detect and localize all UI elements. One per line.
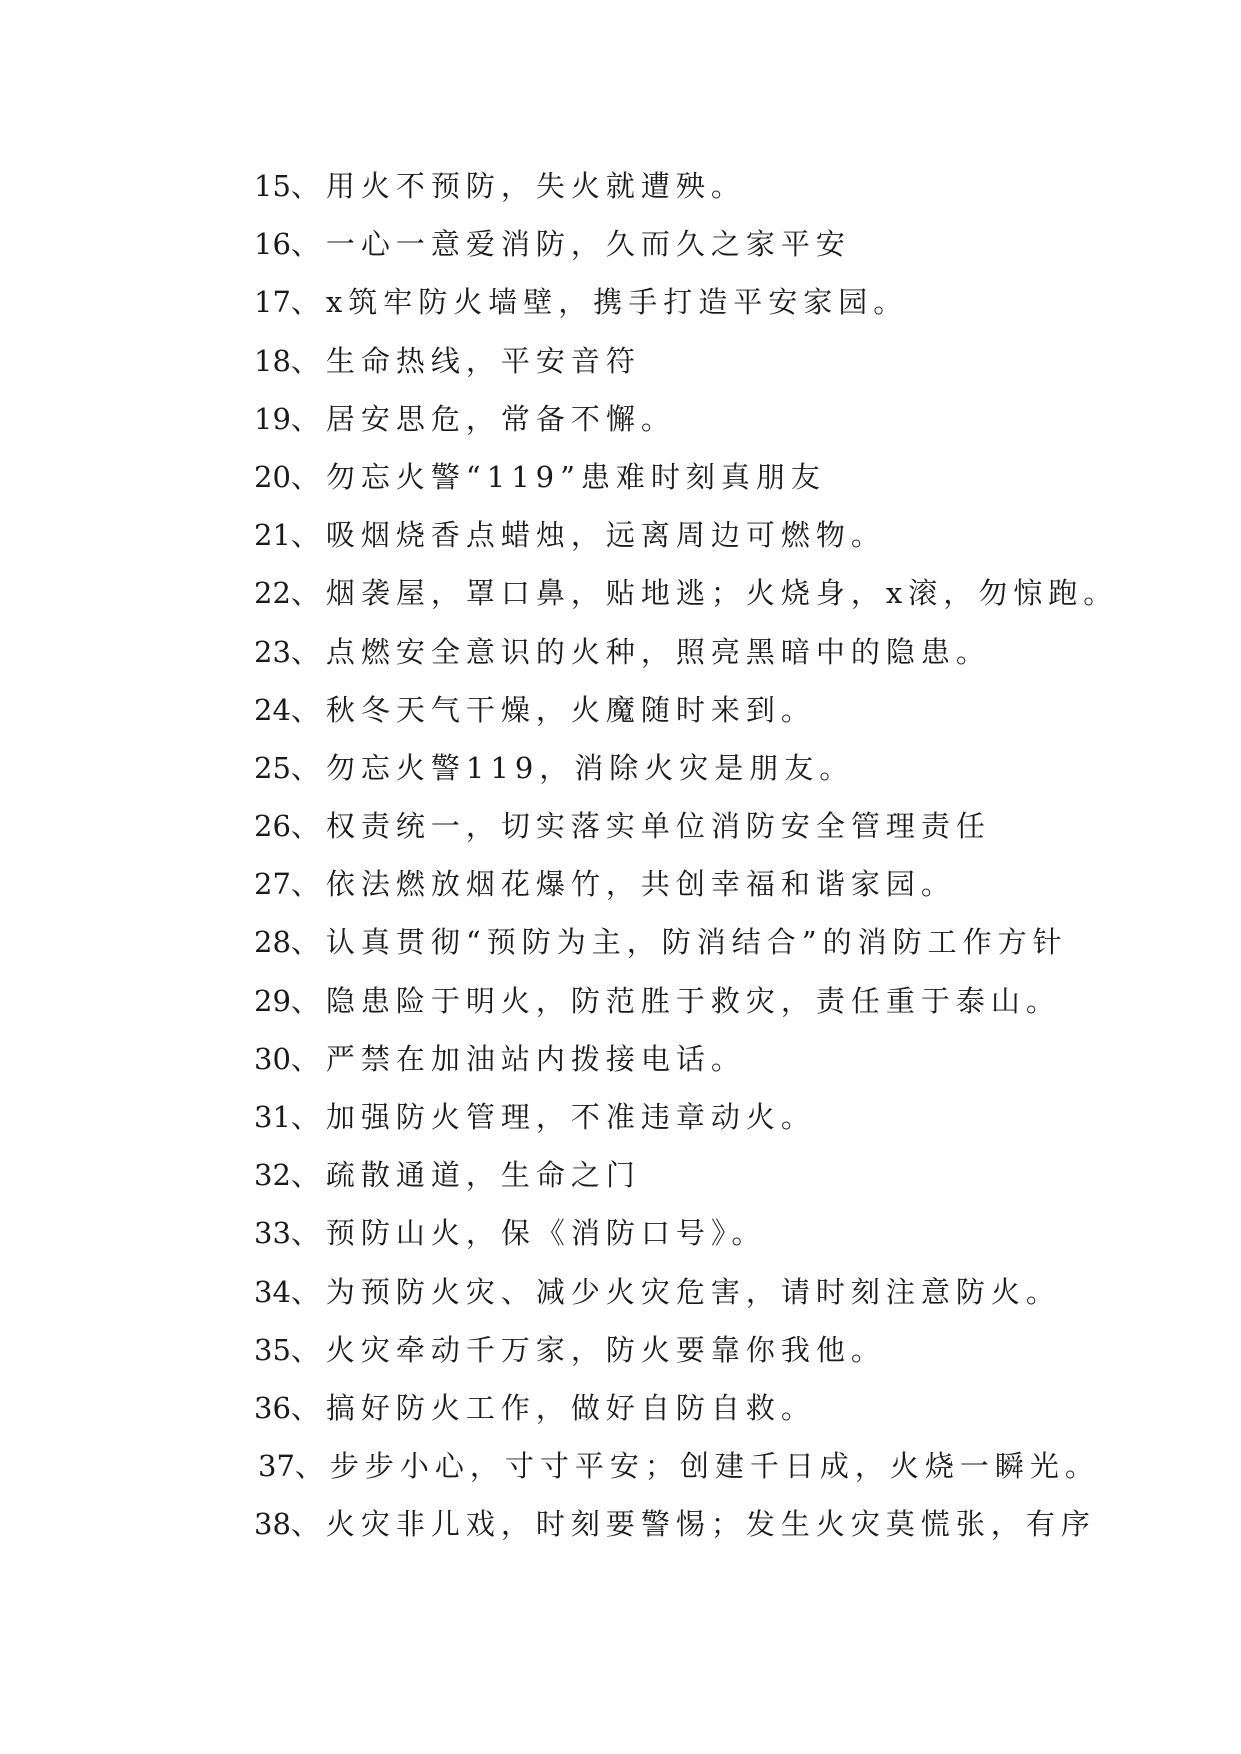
list-item [254,739,1214,797]
item-separator: 、 [290,401,326,436]
item-text: 秋冬天气干燥，火魔随时来到。 [325,692,816,727]
slogan-list [254,157,1214,1554]
item-separator: 、 [290,343,326,378]
list-item [254,623,1214,681]
item-text: 生命热线，平安音符 [325,343,641,378]
item-separator: 、 [290,1507,326,1542]
item-number: 29 [254,983,291,1018]
item-text: 认真贯彻“预防为主，防消结合”的消防工作方针 [325,925,1068,960]
item-text: 用火不预防，失火就遭殃。 [325,169,746,203]
item-separator: 、 [290,227,326,262]
item-separator: 、 [290,692,326,727]
item-text: 火灾牵动千万家，防火要靠你我他。 [325,1332,886,1367]
item-number: 31 [254,1100,291,1134]
item-text: 为预防火灾、减少火灾危害，请时刻注意防火。 [325,1274,1061,1309]
item-number: 32 [254,1158,291,1193]
item-number: 26 [254,809,291,844]
item-separator: 、 [290,1390,326,1425]
item-number: 27 [254,867,291,902]
item-number: 16 [254,227,291,262]
item-text: 居安思危，常备不懈。 [325,401,676,436]
item-number: 21 [254,518,291,553]
item-number: 30 [254,1041,291,1076]
item-text: 步步小心，寸寸平安；创建千日成，火烧一瞬光。 [329,1449,1100,1484]
item-separator: 、 [290,925,326,960]
item-number: 18 [254,343,291,378]
list-item [254,797,1214,855]
list-item [254,972,1214,1030]
item-text: 加强防火管理，不准违章动火。 [325,1100,816,1134]
item-separator: 、 [290,459,326,494]
item-number: 19 [254,401,291,436]
item-text: 烟袭屋，罩口鼻，贴地逃；火烧身，x滚，勿惊跑。 [325,576,1119,611]
item-number: 15 [254,169,291,203]
list-item [254,215,1214,273]
item-number: 20 [254,459,291,494]
list-item [254,1030,1214,1088]
item-text: 点燃安全意识的火种，照亮黑暗中的隐患。 [325,634,991,669]
item-separator: 、 [290,1274,326,1309]
item-text: 隐患险于明火，防范胜于救灾，责任重于泰山。 [325,983,1061,1018]
item-separator: 、 [290,750,326,785]
item-text: 疏散通道，生命之门 [325,1158,641,1193]
list-item [254,564,1214,622]
item-text: 火灾非儿戏，时刻要警惕；发生火灾莫慌张，有序 [325,1507,1096,1542]
item-separator: 、 [294,1449,330,1484]
list-item [254,681,1214,739]
list-item [254,1146,1214,1204]
item-number: 24 [254,692,291,727]
item-separator: 、 [290,518,326,553]
item-separator: 、 [290,983,326,1018]
item-separator: 、 [290,576,326,611]
item-separator: 、 [290,1158,326,1193]
item-separator: 、 [290,285,326,320]
item-separator: 、 [290,1332,326,1367]
list-item [254,1437,1214,1495]
list-item [254,390,1214,448]
item-separator: 、 [290,634,326,669]
item-number: 37 [258,1449,295,1484]
list-item [254,1263,1214,1321]
item-separator: 、 [290,867,326,902]
item-number: 38 [254,1507,291,1542]
item-number: 33 [254,1216,291,1251]
item-number: 17 [254,285,291,320]
item-text: 勿忘火警“119”患难时刻真朋友 [325,459,826,494]
item-number: 36 [254,1390,291,1425]
item-number: 22 [254,576,291,611]
item-text: 勿忘火警119，消除火灾是朋友。 [325,750,855,785]
item-separator: 、 [290,1041,326,1076]
list-item [254,506,1214,564]
item-number: 25 [254,750,291,785]
list-item [254,157,1214,215]
item-text: 吸烟烧香点蜡烛，远离周边可燃物。 [325,518,886,553]
item-text: 权责统一，切实落实单位消防安全管理责任 [325,809,991,844]
list-item [254,332,1214,390]
item-text: 搞好防火工作，做好自防自救。 [325,1390,816,1425]
item-number: 28 [254,925,291,960]
list-item [254,1379,1214,1437]
list-item [254,273,1214,331]
item-text: x筑牢防火墙壁，携手打造平安家园。 [325,285,909,320]
item-separator: 、 [290,1216,326,1251]
item-text: 依法燃放烟花爆竹，共创幸福和谐家园。 [325,867,956,902]
item-number: 23 [254,634,291,669]
list-item [254,913,1214,971]
item-separator: 、 [290,1100,326,1134]
list-item [254,1495,1214,1553]
item-separator: 、 [290,809,326,844]
item-text: 严禁在加油站内拨接电话。 [325,1041,746,1076]
list-item [254,855,1214,913]
item-separator: 、 [290,169,326,203]
list-item [254,1204,1214,1262]
list-item [254,1321,1214,1379]
item-number: 35 [254,1332,291,1367]
list-item [254,448,1214,506]
list-item [254,1088,1214,1146]
item-text: 一心一意爱消防，久而久之家平安 [325,227,851,262]
item-number: 34 [254,1274,291,1309]
item-text: 预防山火，保《消防口号》。 [325,1216,767,1251]
